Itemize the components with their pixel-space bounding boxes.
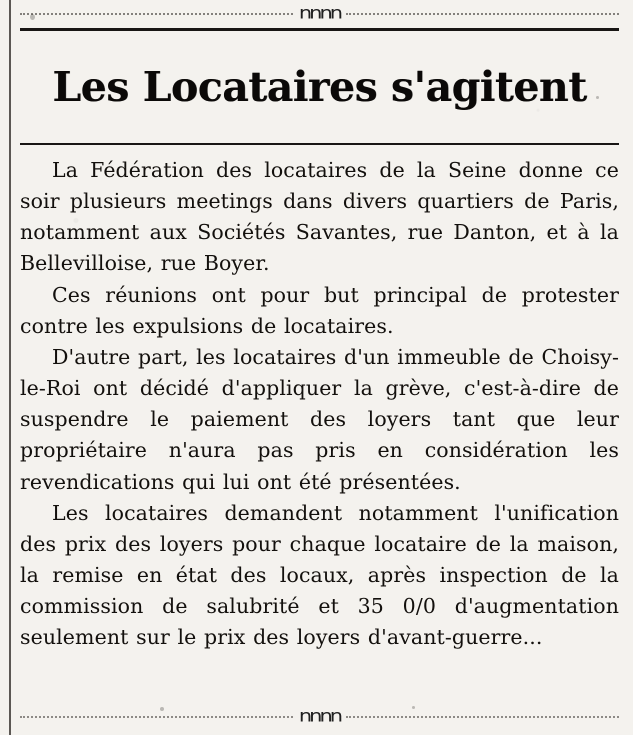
paper-speck [596,96,599,99]
article-paragraph: Les locataires demandent notamment l'unification des prix des loyers pour chaque locataire de la maison, la remise en état des locaux, après inspection de la commission de salubrité et 35 0/0 d'augmentation seulement sur le prix des loyers d'avant-guerre... [20,500,619,650]
page-title: Les Locataires s'agitent [52,63,587,112]
top-ornament [20,0,619,26]
headline-divider-top [20,28,619,31]
paper-speck [412,706,415,709]
column-rule [9,0,11,735]
wave-ornament-icon: nnnn [298,706,341,726]
article-paragraph: La Fédération des locataires de la Seine donne ce soir plusieurs meetings dans divers quartiers de Paris, notamment aux Sociétés Savantes, rue Danton, et à la Bellevilloise, rue Boyer. [20,157,619,276]
bottom-ornament-rule-left [20,716,293,718]
article-paragraph: D'autre part, les locataires d'un immeuble de Choisy-le-Roi ont décidé d'appliquer la grève, c'est-à-dire de suspendre le paiement des loyers tant que leur propriétaire n'aura pas pris en considération les revendications qui lui ont été présentées. [20,344,619,494]
bottom-ornament [20,705,619,727]
wave-ornament-icon: nnnn [298,2,341,23]
paper-speck [30,14,35,20]
paper-speck [160,707,164,711]
article-body [20,147,619,654]
headline-divider-bottom [20,143,619,145]
top-ornament-rule-left [20,13,293,15]
article-paragraph: Ces réunions ont pour but principal de protester contre les expulsions de locataires. [20,282,619,338]
top-ornament-rule-right [346,13,619,15]
bottom-ornament-rule-right [346,716,619,718]
